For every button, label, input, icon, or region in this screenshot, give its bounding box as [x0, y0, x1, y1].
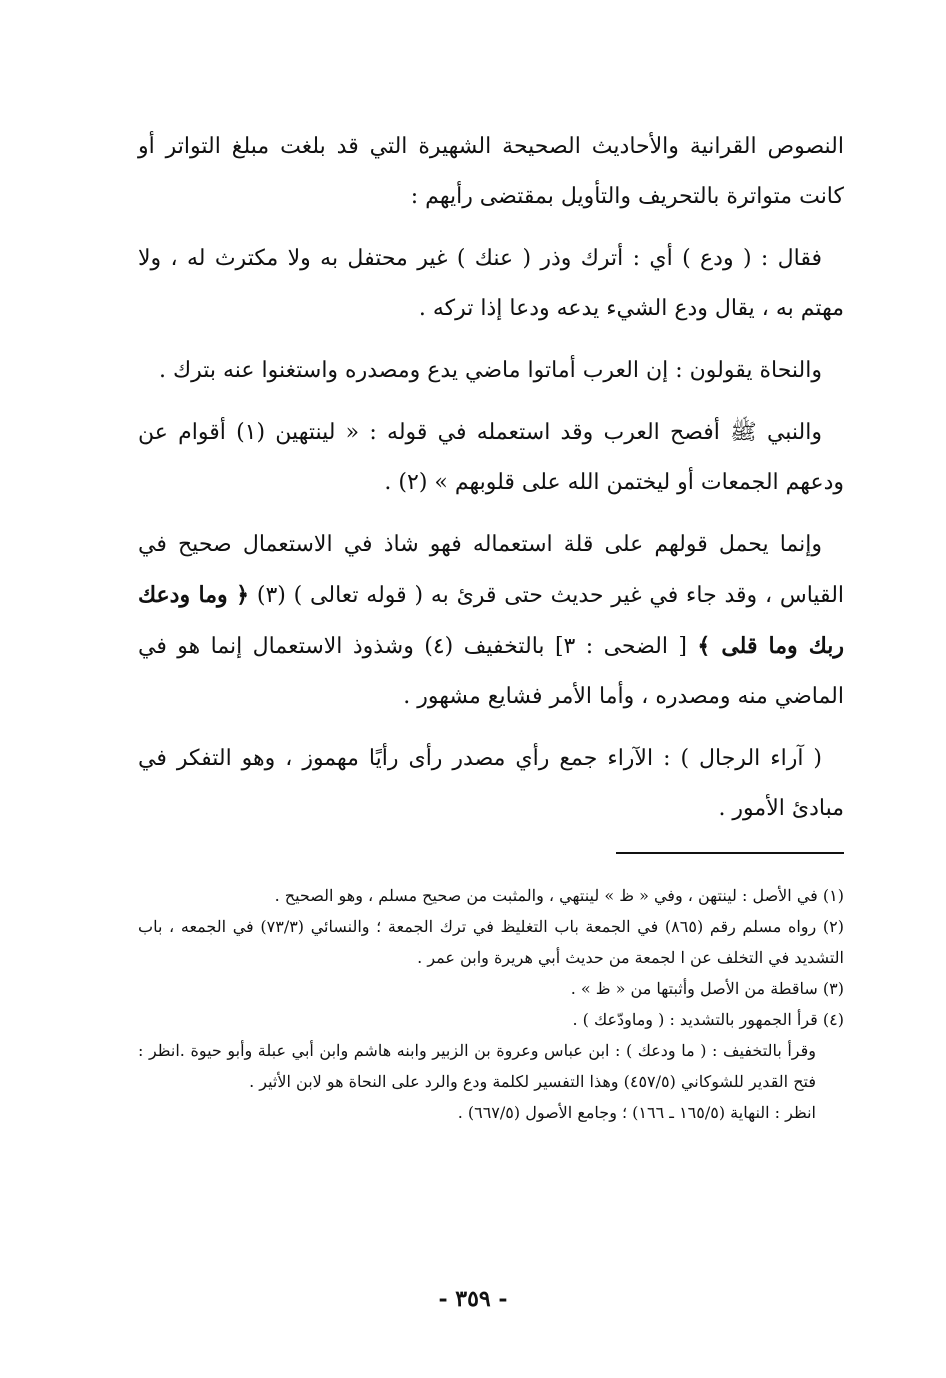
footnote-2: (٢) رواه مسلم رقم (٨٦٥) في الجمعة باب التغليظ في ترك الجمعة ؛ والنسائي (٧٣/٣) في الجمعه ، باب التشديد في التخلف عن ا لجمعة من حديث أبي هريرة وابن عمر .: [138, 917, 845, 967]
paragraph-6: ( آراء الرجال ) : الآراء جمع رأي مصدر رأى رأيًا مهموز ، وهو التفكر في مبادئ الأمور .: [138, 746, 844, 821]
footnote-separator: [616, 852, 844, 854]
paragraph-2: فقال : ( ودع ) أي : أترك وذر ( عنك ) غير محتفل به ولا مكترث له ، ولا مهتم به ، يقال ودع الشيء يدعه ودعا إذا تركه .: [138, 246, 844, 321]
paragraph-5-continuation: [ الضحى : ٣] بالتخفيف (٤) وشذوذ الاستعمال إنما هو في الماضي منه ومصدره ، وأما الأمر فشايع مشهور .: [138, 634, 844, 709]
paragraph-5: [138, 520, 844, 722]
footnote-3: (٣) ساقطة من الأصل وأثبتها من « ظ » .: [570, 979, 844, 998]
quran-verse: ﴿ وما ودعك ربك وما قلى ﴾: [138, 582, 845, 659]
paragraph-3: والنحاة يقولون : إن العرب أماتوا ماضي يدع ومصدره واستغنوا عنه بترك .: [158, 358, 822, 383]
footnote-4-continuation: وقرأ بالتخفيف : ( ما ودعك ) : ابن عباس وعروة بن الزبير وابنه هاشم وابن أبي عبلة وأبو حيوة .انظر : فتح القدير للشوكاني (٤٥٧/٥) وهذا التفسير لكلمة ودع والرد على النحاة هو لابن الأثير .: [138, 1041, 816, 1091]
footnote-1: (١) في الأصل : لينتهن ، وفي « ظ » لينتهي ، والمثبت من صحيح مسلم ، وهو الصحيح .: [274, 886, 844, 905]
footnote-4: (٤) قرأ الجمهور بالتشديد : ( وماودّعك ) .: [572, 1010, 844, 1029]
main-text: [138, 122, 844, 846]
footnotes: [138, 880, 844, 1128]
page-number: - ٣٥٩ -: [438, 1286, 508, 1312]
paragraph-5-text: وإنما يحمل قولهم على قلة استعماله فهو شاذ في الاستعمال صحيح في القياس ، وقد جاء في غير حديث حتى قرئ به ( قوله تعالى ) (٣): [138, 532, 845, 608]
paragraph-1: النصوص القرانية والأحاديث الصحيحة الشهيرة التي قد بلغت مبلغ التواتر أو كانت متواترة بالتحريف والتأويل بمقتضى رأيهم :: [138, 134, 844, 209]
paragraph-4: والنبي ﷺ أفصح العرب وقد استعمله في قوله : « لينتهين (١) أقوام عن ودعهم الجمعات أو ليختمن الله على قلوبهم » (٢) .: [138, 420, 844, 495]
footnote-4-reference: انظر : النهاية (١٦٥/٥ ـ ١٦٦) ؛ وجامع الأصول (٦٦٧/٥) .: [457, 1103, 816, 1122]
